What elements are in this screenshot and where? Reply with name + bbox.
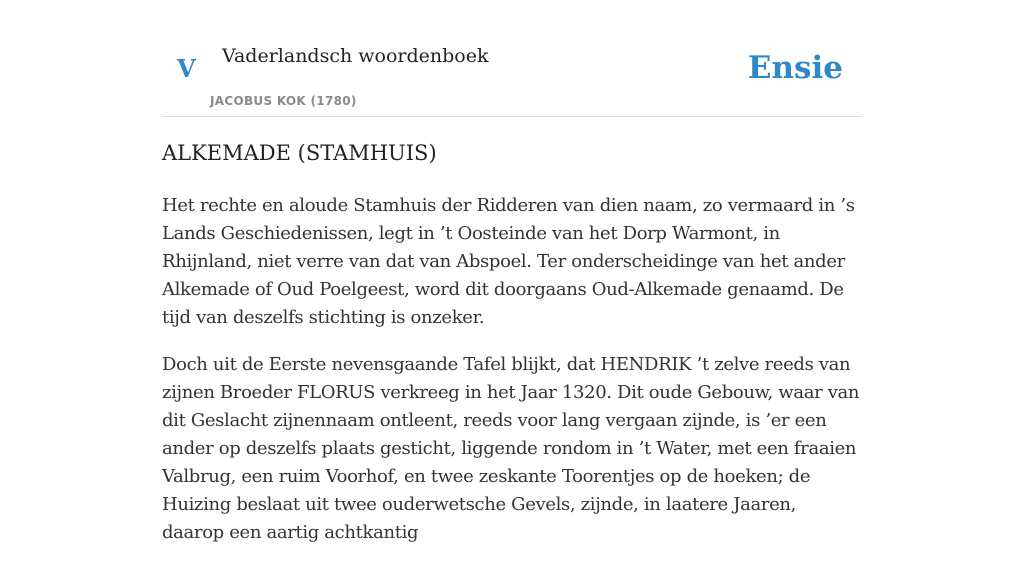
letter-index[interactable]: V bbox=[177, 54, 196, 83]
entry-body bbox=[162, 192, 862, 566]
entry-paragraph-2: Doch uit de Eerste nevensgaande Tafel blijkt, dat HENDRIK ’t zelve reeds van zijnen Broeder FLORUS verkreeg in het Jaar 1320. Dit oude Gebouw, waar van dit Geslacht zijnennaam ontleent, reeds voor lang vergaan zijnde, is ’er een ander op deszelfs plaats gesticht, liggende rondom in ’t Water, met een fraaien Valbrug, een ruim Voorhof, en twee zeskante Toorentjes op de hoeken; de Huizing beslaat uit twee ouderwetsche Gevels, zijnde, in laatere Jaaren, daarop een aartig achtkantig bbox=[162, 354, 860, 543]
page bbox=[162, 0, 862, 543]
header bbox=[162, 0, 862, 117]
book-title-link[interactable]: Vaderlandsch woordenboek bbox=[222, 45, 489, 67]
entry-paragraph-1: Het rechte en aloude Stamhuis der Ridderen van dien naam, zo vermaard in ’s Lands Geschiedenissen, legt in ’t Oosteinde van het Dorp Warmont, in Rhijnland, niet verre van dat van Abspoel. Ter onderscheidinge van het ander Alkemade of Oud Poelgeest, word dit doorgaans Oud-Alkemade genaamd. De tijd van deszelfs stichting is onzeker. bbox=[162, 195, 855, 328]
entry-title: ALKEMADE (STAMHUIS) bbox=[162, 141, 437, 165]
author-label: JACOBUS KOK (1780) bbox=[210, 94, 357, 108]
ensie-logo[interactable]: Ensie bbox=[747, 50, 843, 86]
